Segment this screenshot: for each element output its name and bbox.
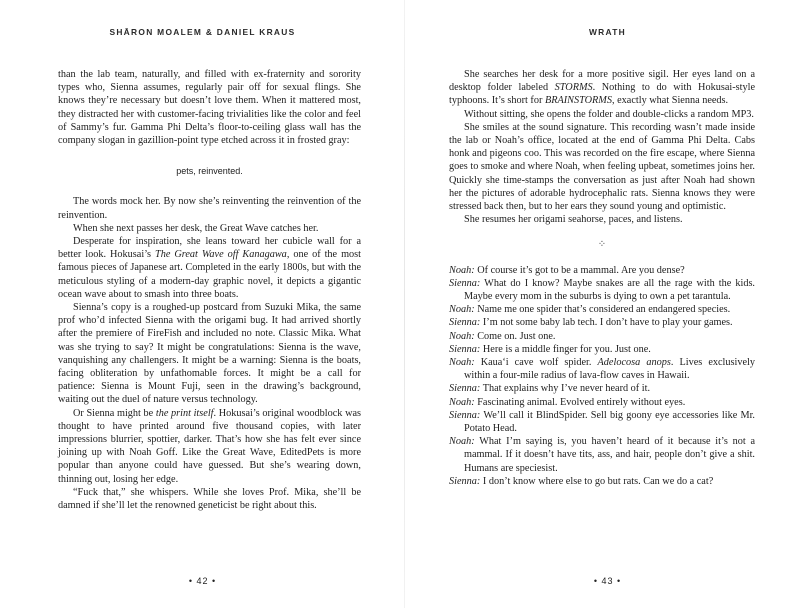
dialogue-line: [449, 356, 755, 382]
dialogue-text: Name me one spider that’s considered an endangered species.: [474, 304, 731, 316]
dialogue-text: . Lives exclusively within a four-mile radius of lava-flow caves in Hawaii.: [464, 357, 756, 382]
speaker: Noah:: [449, 436, 475, 448]
paragraph: [58, 235, 361, 301]
left-body-text: [58, 68, 361, 512]
text-run: Or Sienna might be: [73, 407, 156, 419]
dialogue-line: [449, 277, 755, 303]
artwork-title: The Great Wave off Kanagawa: [155, 249, 287, 261]
dialogue-line: [449, 409, 755, 435]
dialogue-line: [449, 264, 755, 277]
speaker: Sienna:: [449, 317, 481, 329]
text-run: , exactly what Sienna needs.: [611, 95, 729, 107]
dialogue-text: Here is a middle finger for you. Just one.: [480, 343, 651, 355]
text-run: Desperate for inspiration, she leans toward her cubicle wall for a better look. Hokusai’s: [58, 236, 361, 261]
paragraph: When she next passes her desk, the Great Wave catches her.: [73, 222, 319, 234]
dialogue-line: [449, 330, 755, 343]
speaker: Noah:: [449, 304, 475, 316]
emphasis: the print itself: [155, 407, 214, 419]
page-number: • 43 •: [593, 576, 622, 586]
text-run: , one of the most famous pieces of Japanese art. Completed in the early 1800s, but with the meticulous styling of a modern-day graphic novel, it depicts a gigantic ocean wave about to smash into three boats.: [58, 249, 361, 300]
page-number: • 42 •: [188, 576, 217, 586]
right-body-text: [449, 68, 755, 488]
speaker: Noah:: [449, 357, 475, 369]
paragraph: than the lab team, naturally, and filled with ex-fraternity and sorority types who, Sienna assumes, regularly pair off for sexual flings. She knows they’re necessary but doesn’t love them. When it mattered most, they distracted her with customer-facing trivialities like the color and feel of Sammy’s fur. Gamma Phi Delta’s floor-to-ceiling glass wall has the company slogan in gazillion-point type etched across it in frosted gray:: [58, 69, 361, 147]
dialogue-text: Of course it’s got to be a mammal. Are you dense?: [474, 264, 685, 276]
dialogue-line: [449, 316, 755, 329]
running-head-title: WRATH: [588, 27, 627, 37]
dialogue-text: What I’m saying is, you haven’t heard of it because it’s not a mammal. If it doesn’t have tits, ass, and hair, people don’t give a shit. Humans are speciesist.: [464, 436, 755, 474]
dialogue-text: I don’t know where else to go but rats. Can we do a cat?: [480, 475, 714, 487]
speaker: Sienna:: [449, 277, 481, 289]
dialogue-line: [449, 382, 755, 395]
paragraph: Without sitting, she opens the folder and double-clicks a random MP3.: [464, 108, 754, 120]
dialogue-text: I’m not some baby lab tech. I don’t have to play your games.: [480, 317, 733, 329]
speaker: Sienna:: [449, 343, 481, 355]
speaker: Noah:: [449, 396, 475, 408]
paragraph: She resumes her origami seahorse, paces, and listens.: [464, 214, 683, 226]
dialogue-line: [449, 396, 755, 409]
company-slogan: pets, reinvented.: [176, 166, 243, 177]
paragraph: [449, 68, 755, 108]
dialogue-text: What do I know? Maybe snakes are all the rage with the kids. Maybe every mom in the suburbs is dying to own a pet tarantula.: [464, 277, 755, 303]
speaker: Noah:: [449, 264, 475, 276]
paragraph: The words mock her. By now she’s reinventing the reinvention of the reinvention.: [58, 196, 361, 221]
paragraph: Sienna’s copy is a roughed-up postcard from Suzuki Mika, the same prof who’d infected Sienna with the origami bug. It had arrived shortly after the premiere of FireFish and included no note. Classic Mika. What was she trying to say? It might be congratulations: Sienna is the wave, vanquishing any challengers. It might be a warning: Sienna is the boats, facing obliteration by unfathomable forces. It might be a call for patience: Sienna is Mount Fuji, seen in the drawing’s background, waiting out the duel of nature versus technology.: [58, 302, 361, 406]
speaker: Sienna:: [449, 475, 481, 487]
dialogue-text: Kaua‘i cave wolf spider.: [474, 357, 598, 369]
text-run: . Hokusai’s original woodblock was thought to have printed around five thousand copies, with later impressions blurrier, spottier, darker. That’s how she has felt ever since joining up with Noah Goff. Like the Great Wave, EditedPets is more popular than anyone could have guessed. But she’s wearing down, thinning out, losing her edge.: [58, 407, 362, 485]
speaker: Noah:: [449, 330, 475, 342]
dialogue-text: Come on. Just one.: [474, 330, 556, 342]
text-run: . Nothing to do with Hokusai-style typhoons. It’s short for: [449, 82, 755, 107]
paragraph: She smiles at the sound signature. This recording wasn’t made inside the lab or Noah’s office, located at the end of Gamma Phi Delta. Cabs honk and pigeons coo. This was recorded on the fire escape, where Sienna goes to smoke and where Noah, when feeling upbeat, sometimes joins her. Quickly she time-stamps the conversation as just after Noah had shown her the pictures of adorable hydrocephalic rats. Sienna knows they were stressed back then, but to her ears they sound young and optimistic.: [449, 121, 755, 213]
section-break-ornament-icon: ⁘: [597, 239, 607, 251]
dialogue-text: That explains why I’ve never heard of it.: [480, 383, 651, 395]
dialogue-line: [449, 435, 755, 475]
speaker: Sienna:: [449, 409, 481, 421]
text-run: She searches her desk for a more positive sigil. Her eyes land on a desktop folder labeled: [449, 69, 755, 94]
right-page: [405, 0, 810, 608]
emphasis: BRAINSTORMS: [544, 95, 612, 107]
species-name: Adelocosa anops: [597, 357, 671, 369]
dialogue-text: We’ll call it BlindSpider. Sell big goony eye accessories like Mr. Potato Head.: [464, 409, 755, 435]
paragraph: [58, 407, 361, 486]
folder-name: STORMS: [554, 82, 593, 94]
dialogue-line: [449, 343, 755, 356]
paragraph: “Fuck that,” she whispers. While she loves Prof. Mika, she’ll be damned if she’ll let the renowned geneticist be right about this.: [58, 486, 361, 512]
dialogue-block: [449, 264, 755, 488]
dialogue-text: Fascinating animal. Evolved entirely without eyes.: [474, 396, 686, 408]
speaker: Sienna:: [449, 383, 481, 395]
dialogue-line: [449, 303, 755, 316]
running-head-authors: SHĀRON MOALEM & DANIEL KRAUS: [109, 27, 296, 37]
dialogue-line: [449, 475, 755, 488]
